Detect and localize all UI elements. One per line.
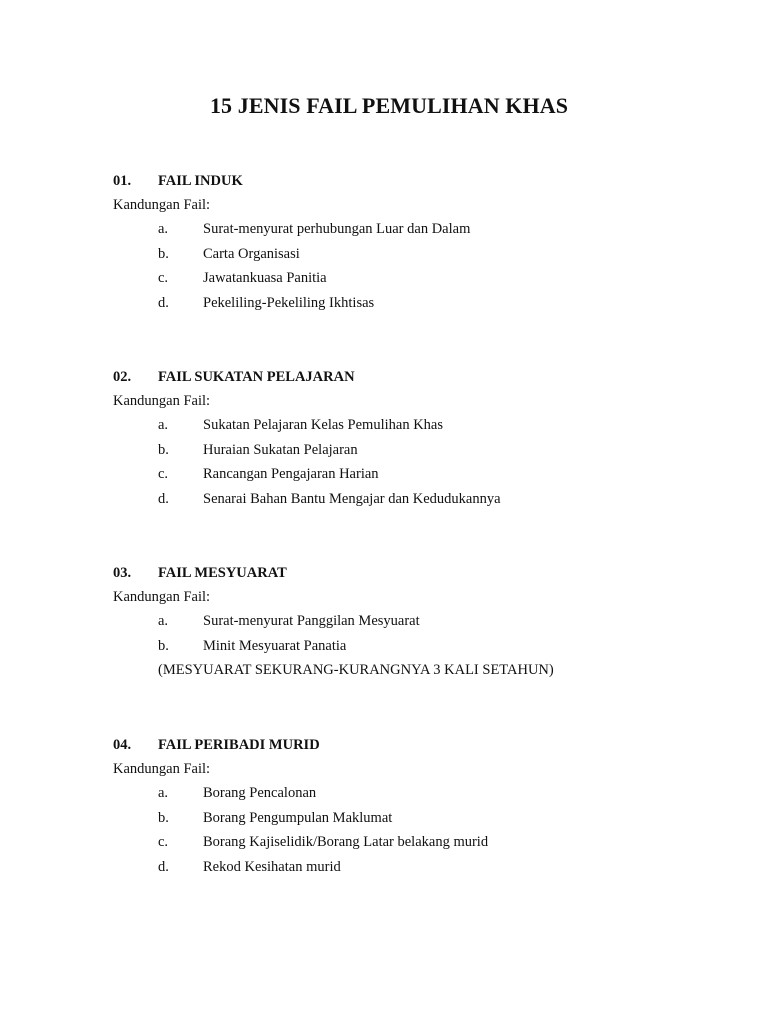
section-title: FAIL SUKATAN PELAJARAN — [158, 369, 355, 385]
section-note: (MESYUARAT SEKURANG-KURANGNYA 3 KALI SETAHUN) — [158, 662, 554, 678]
list-item-text: Borang Pencalonan — [203, 785, 317, 801]
section-heading — [113, 561, 733, 585]
list-item-letter: a. — [158, 221, 169, 237]
section-subheading: Kandungan Fail: — [113, 197, 211, 213]
list-item-text: Carta Organisasi — [203, 245, 300, 262]
section-subheading: Kandungan Fail: — [113, 589, 211, 605]
list-item — [113, 462, 733, 487]
list-item — [113, 266, 733, 291]
list-item-text: Jawatankuasa Panitia — [203, 270, 327, 286]
section-fail-sukatan-pelajaran — [113, 365, 733, 511]
list-item-letter: b. — [158, 637, 169, 654]
section-fail-induk — [113, 169, 733, 315]
list-item — [113, 634, 733, 659]
list-item — [113, 217, 733, 242]
section-title: FAIL MESYUARAT — [158, 565, 287, 581]
list-item-text: Senarai Bahan Bantu Mengajar dan Kedudukannya — [203, 490, 501, 507]
list-item-letter: c. — [158, 834, 169, 850]
list-item-letter: a. — [158, 785, 169, 801]
list-item — [113, 291, 733, 316]
list-item — [113, 438, 733, 463]
list-item-text: Rekod Kesihatan murid — [203, 858, 341, 875]
list-item — [113, 806, 733, 831]
section-number: 01. — [113, 173, 132, 189]
list-item-text: Sukatan Pelajaran Kelas Pemulihan Khas — [203, 417, 443, 433]
list-item-letter: a. — [158, 613, 169, 629]
section-heading — [113, 733, 733, 757]
list-item-letter: d. — [158, 490, 169, 507]
section-title: FAIL INDUK — [158, 173, 243, 189]
list-item-text: Rancangan Pengajaran Harian — [203, 466, 379, 482]
list-item-text: Huraian Sukatan Pelajaran — [203, 441, 358, 458]
list-item-letter: d. — [158, 858, 169, 875]
section-number: 02. — [113, 369, 132, 385]
list-item-letter: c. — [158, 270, 169, 286]
section-heading — [113, 169, 733, 193]
list-item-letter: b. — [158, 809, 169, 826]
section-subheading: Kandungan Fail: — [113, 393, 211, 409]
section-title: FAIL PERIBADI MURID — [158, 737, 320, 753]
list-item — [113, 609, 733, 634]
list-item-text: Borang Kajiselidik/Borang Latar belakang murid — [203, 834, 489, 850]
list-item-letter: d. — [158, 294, 169, 311]
section-number: 04. — [113, 737, 132, 753]
list-item-text: Surat-menyurat Panggilan Mesyuarat — [203, 613, 420, 629]
list-item-letter: b. — [158, 245, 169, 262]
list-item-letter: a. — [158, 417, 169, 433]
document-title: 15 JENIS FAIL PEMULIHAN KHAS — [209, 93, 569, 118]
list-item-text: Surat-menyurat perhubungan Luar dan Dalam — [203, 221, 471, 237]
section-heading — [113, 365, 733, 389]
list-item — [113, 413, 733, 438]
list-item — [113, 830, 733, 855]
list-item — [113, 855, 733, 880]
list-item-text: Pekeliling-Pekeliling Ikhtisas — [203, 294, 375, 311]
section-subheading: Kandungan Fail: — [113, 761, 211, 777]
list-item-text: Minit Mesyuarat Panatia — [203, 637, 347, 654]
section-number: 03. — [113, 565, 132, 581]
list-item-text: Borang Pengumpulan Maklumat — [203, 809, 393, 826]
list-item — [113, 242, 733, 267]
section-fail-peribadi-murid — [113, 733, 733, 879]
list-item-letter: c. — [158, 466, 169, 482]
list-item — [113, 781, 733, 806]
section-fail-mesyuarat — [113, 561, 733, 683]
list-item — [113, 487, 733, 512]
list-item-letter: b. — [158, 441, 169, 458]
